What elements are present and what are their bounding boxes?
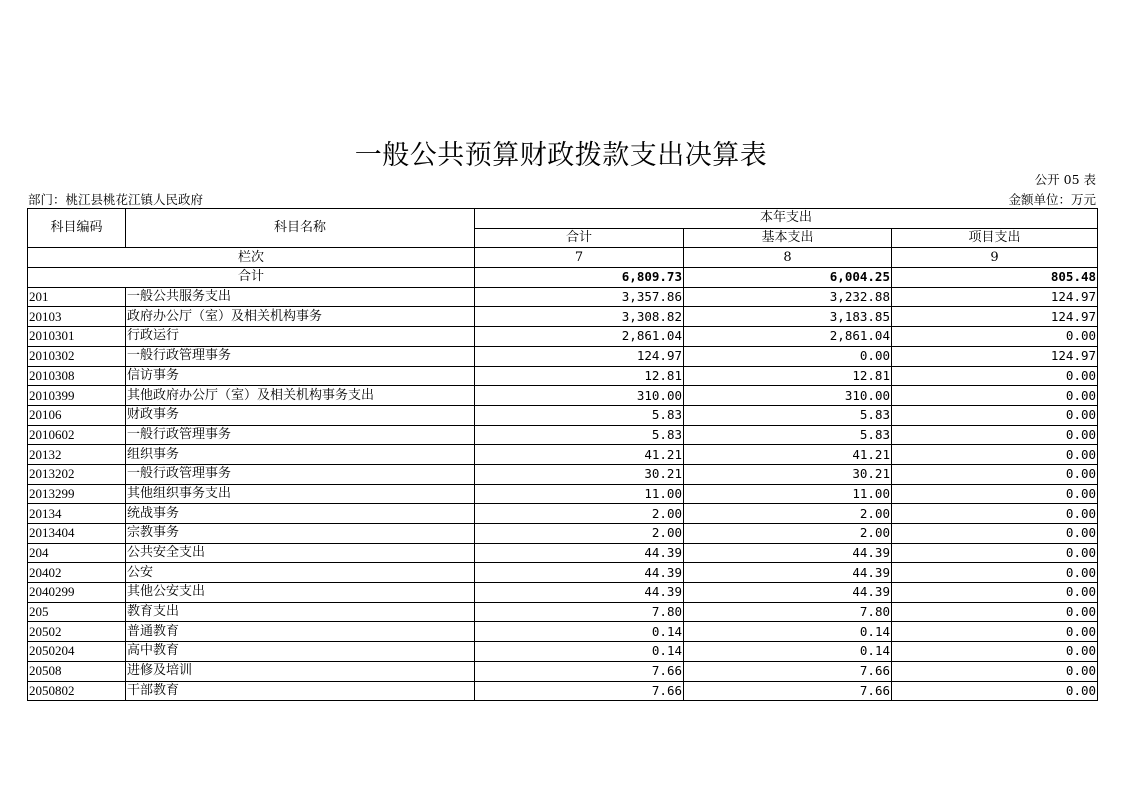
- row-name: 一般行政管理事务: [126, 425, 475, 445]
- table-row: [28, 563, 1098, 583]
- row-project: 0.00: [892, 327, 1098, 347]
- row-basic: 0.14: [684, 642, 892, 662]
- header-project: 项目支出: [892, 228, 1098, 248]
- row-code: 2013202: [28, 464, 126, 484]
- table-row: [28, 484, 1098, 504]
- row-project: 0.00: [892, 445, 1098, 465]
- header-row-1: [28, 209, 1098, 229]
- table-row: [28, 543, 1098, 563]
- table-row: [28, 622, 1098, 642]
- row-name: 其他公安支出: [126, 583, 475, 603]
- header-this-year: 本年支出: [475, 209, 1098, 229]
- row-code: 2010602: [28, 425, 126, 445]
- row-basic: 11.00: [684, 484, 892, 504]
- row-code: 2013404: [28, 524, 126, 544]
- row-project: 124.97: [892, 307, 1098, 327]
- row-project: 0.00: [892, 661, 1098, 681]
- header-total: 合计: [475, 228, 684, 248]
- row-code: 20508: [28, 661, 126, 681]
- row-total: 11.00: [475, 484, 684, 504]
- row-project: 0.00: [892, 524, 1098, 544]
- row-total: 44.39: [475, 583, 684, 603]
- row-name: 公安: [126, 563, 475, 583]
- row-project: 124.97: [892, 287, 1098, 307]
- row-code: 201: [28, 287, 126, 307]
- table-row: [28, 661, 1098, 681]
- row-name: 进修及培训: [126, 661, 475, 681]
- row-name: 其他组织事务支出: [126, 484, 475, 504]
- row-total: 44.39: [475, 563, 684, 583]
- total-basic: 6,004.25: [684, 268, 892, 288]
- row-total: 44.39: [475, 543, 684, 563]
- row-code: 20402: [28, 563, 126, 583]
- row-basic: 12.81: [684, 366, 892, 386]
- total-row: [28, 268, 1098, 288]
- row-project: 0.00: [892, 642, 1098, 662]
- unit-label: 金额单位：万元: [1008, 192, 1096, 207]
- row-total: 310.00: [475, 386, 684, 406]
- row-code: 20132: [28, 445, 126, 465]
- table-body: [28, 287, 1098, 700]
- column-number-7: 7: [475, 248, 684, 268]
- row-project: 0.00: [892, 602, 1098, 622]
- row-basic: 2.00: [684, 504, 892, 524]
- row-total: 7.80: [475, 602, 684, 622]
- row-name: 一般公共服务支出: [126, 287, 475, 307]
- table-row: [28, 524, 1098, 544]
- row-basic: 310.00: [684, 386, 892, 406]
- row-total: 0.14: [475, 622, 684, 642]
- row-name: 一般行政管理事务: [126, 464, 475, 484]
- table-row: [28, 504, 1098, 524]
- row-project: 0.00: [892, 484, 1098, 504]
- row-project: 0.00: [892, 563, 1098, 583]
- table-row: [28, 346, 1098, 366]
- row-total: 30.21: [475, 464, 684, 484]
- row-code: 2010301: [28, 327, 126, 347]
- row-name: 统战事务: [126, 504, 475, 524]
- row-basic: 3,183.85: [684, 307, 892, 327]
- row-code: 205: [28, 602, 126, 622]
- row-total: 2.00: [475, 524, 684, 544]
- row-project: 0.00: [892, 366, 1098, 386]
- row-code: 2010308: [28, 366, 126, 386]
- row-code: 20106: [28, 405, 126, 425]
- row-code: 2013299: [28, 484, 126, 504]
- table-row: [28, 464, 1098, 484]
- total-sum: 6,809.73: [475, 268, 684, 288]
- row-basic: 7.80: [684, 602, 892, 622]
- row-code: 204: [28, 543, 126, 563]
- row-project: 0.00: [892, 543, 1098, 563]
- row-total: 124.97: [475, 346, 684, 366]
- row-basic: 7.66: [684, 661, 892, 681]
- table-row: [28, 327, 1098, 347]
- table-row: [28, 287, 1098, 307]
- total-project: 805.48: [892, 268, 1098, 288]
- row-total: 41.21: [475, 445, 684, 465]
- row-name: 政府办公厅（室）及相关机构事务: [126, 307, 475, 327]
- table-row: [28, 583, 1098, 603]
- row-total: 3,308.82: [475, 307, 684, 327]
- table-row: [28, 642, 1098, 662]
- row-code: 2040299: [28, 583, 126, 603]
- row-basic: 0.00: [684, 346, 892, 366]
- row-basic: 30.21: [684, 464, 892, 484]
- row-name: 组织事务: [126, 445, 475, 465]
- row-basic: 44.39: [684, 563, 892, 583]
- row-name: 财政事务: [126, 405, 475, 425]
- row-basic: 0.14: [684, 622, 892, 642]
- table-row: [28, 602, 1098, 622]
- row-project: 0.00: [892, 622, 1098, 642]
- row-code: 2050802: [28, 681, 126, 701]
- row-basic: 44.39: [684, 543, 892, 563]
- row-project: 0.00: [892, 425, 1098, 445]
- column-number-8: 8: [684, 248, 892, 268]
- row-basic: 7.66: [684, 681, 892, 701]
- row-total: 7.66: [475, 681, 684, 701]
- row-basic: 2,861.04: [684, 327, 892, 347]
- row-name: 公共安全支出: [126, 543, 475, 563]
- table-row: [28, 445, 1098, 465]
- table-row: [28, 386, 1098, 406]
- row-code: 20103: [28, 307, 126, 327]
- row-basic: 3,232.88: [684, 287, 892, 307]
- row-project: 124.97: [892, 346, 1098, 366]
- row-name: 普通教育: [126, 622, 475, 642]
- row-project: 0.00: [892, 386, 1098, 406]
- table-row: [28, 681, 1098, 701]
- column-number-label: 栏次: [28, 248, 475, 268]
- row-name: 教育支出: [126, 602, 475, 622]
- row-total: 7.66: [475, 661, 684, 681]
- header-basic: 基本支出: [684, 228, 892, 248]
- row-project: 0.00: [892, 504, 1098, 524]
- row-name: 信访事务: [126, 366, 475, 386]
- table-row: [28, 366, 1098, 386]
- row-basic: 44.39: [684, 583, 892, 603]
- row-name: 宗教事务: [126, 524, 475, 544]
- row-basic: 2.00: [684, 524, 892, 544]
- expenditure-table: [27, 208, 1098, 701]
- row-basic: 5.83: [684, 405, 892, 425]
- row-total: 5.83: [475, 405, 684, 425]
- row-basic: 5.83: [684, 425, 892, 445]
- row-total: 5.83: [475, 425, 684, 445]
- row-name: 其他政府办公厅（室）及相关机构事务支出: [126, 386, 475, 406]
- row-project: 0.00: [892, 681, 1098, 701]
- row-project: 0.00: [892, 405, 1098, 425]
- column-number-row: [28, 248, 1098, 268]
- row-project: 0.00: [892, 464, 1098, 484]
- column-number-9: 9: [892, 248, 1098, 268]
- row-total: 3,357.86: [475, 287, 684, 307]
- table-row: [28, 425, 1098, 445]
- table-row: [28, 405, 1098, 425]
- page-title: 一般公共预算财政拨款支出决算表: [354, 140, 768, 171]
- row-total: 12.81: [475, 366, 684, 386]
- row-code: 2010399: [28, 386, 126, 406]
- header-code: 科目编码: [28, 209, 126, 248]
- row-name: 一般行政管理事务: [126, 346, 475, 366]
- row-total: 2,861.04: [475, 327, 684, 347]
- row-code: 20134: [28, 504, 126, 524]
- row-project: 0.00: [892, 583, 1098, 603]
- department-label: 部门：桃江县桃花江镇人民政府: [28, 192, 204, 207]
- row-total: 0.14: [475, 642, 684, 662]
- row-name: 干部教育: [126, 681, 475, 701]
- row-total: 2.00: [475, 504, 684, 524]
- table-row: [28, 307, 1098, 327]
- form-number: 公开 05 表: [1034, 172, 1096, 187]
- row-name: 高中教育: [126, 642, 475, 662]
- row-basic: 41.21: [684, 445, 892, 465]
- row-name: 行政运行: [126, 327, 475, 347]
- total-label: 合计: [28, 268, 475, 288]
- row-code: 2010302: [28, 346, 126, 366]
- header-name: 科目名称: [126, 209, 475, 248]
- row-code: 20502: [28, 622, 126, 642]
- row-code: 2050204: [28, 642, 126, 662]
